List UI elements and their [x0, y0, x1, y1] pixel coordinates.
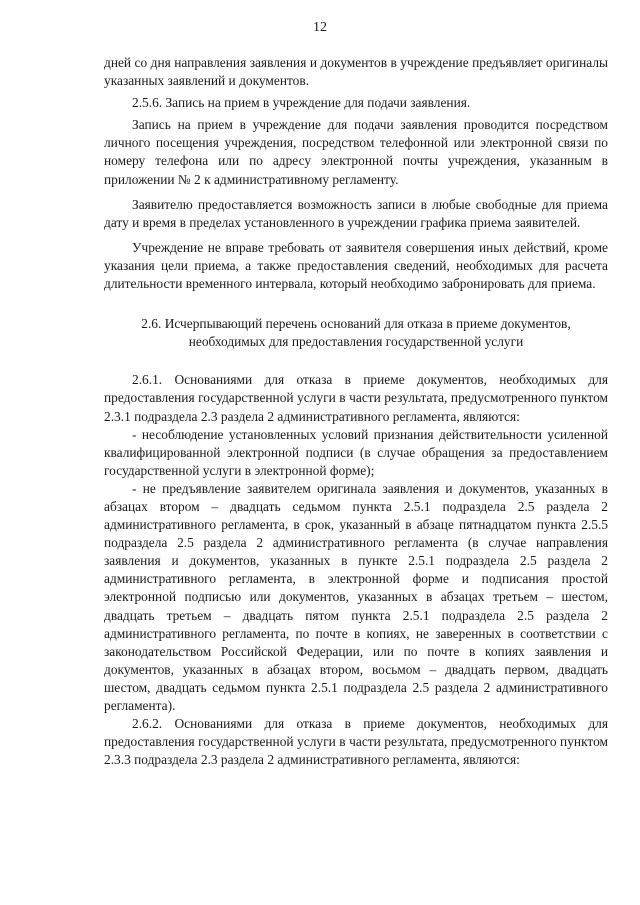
- paragraph-2-5-6-title: 2.5.6. Запись на прием в учреждение для подачи заявления.: [132, 95, 471, 111]
- paragraph-continuation: дней со дня направления заявления и документов в учреждение предъявляет оригиналы указанных заявлений и документов.: [104, 55, 608, 89]
- document-body: [104, 54, 608, 769]
- paragraph-appointment-methods: Запись на прием в учреждение для подачи заявления проводится посредством личного посещения учреждения, посредством телефонной или электронной связи по номеру телефона или по адресу электронной почты учреждения, указанным в приложении № 2 к административному регламенту.: [104, 117, 608, 187]
- section-heading-2-6: 2.6. Исчерпывающий перечень оснований для отказа в приеме документов, необходимых для предоставления государственной услуги: [141, 316, 571, 350]
- list-item-signature: - несоблюдение установленных условий признания действительности усиленной квалифицированной электронной подписи (в случае обращения за предоставлением государственной услуги в электронной форме);: [104, 426, 608, 478]
- paragraph-2-6-2: 2.6.2. Основаниями для отказа в приеме документов, необходимых для предоставления государственной услуги в части результата, предусмотренного пунктом 2.3.3 подраздела 2.3 раздела 2 административного регламента, являются:: [104, 716, 608, 768]
- list-item-originals: - не предъявление заявителем оригинала заявления и документов, указанных в абзацах втором – двадцать седьмом пункта 2.5.1 подраздела 2.5 раздела 2 административного регламента, в срок, указанный в абзаце пятнадцатом пункта 2.5.5 подраздела 2.5 раздела 2 административного регламента (в случае направления заявления и документов, указанных в пункте 2.5.1 подраздела 2.5 раздела 2 административного регламента, в электронной форме и подписания простой электронной подписью или документов, указанных в абзацах третьем – шестом, двадцать третьем – двадцать пятом пункта 2.5.1 подраздела 2.5 раздела 2 административного регламента, по почте в копиях, не заверенных в соответствии с законодательством Российской Федерации, или по почте в копиях заявления и документов, указанных в абзацах втором, восьмом – двадцать первом, двадцать шестом, двадцать седьмом пункта 2.5.1 подраздела 2.5 раздела 2 административного регламента).: [104, 480, 608, 713]
- page-number: 12: [313, 20, 327, 35]
- paragraph-appointment-time: Заявителю предоставляется возможность записи в любые свободные для приема дату и время в пределах установленного в учреждении графика приема заявителей.: [104, 196, 608, 230]
- paragraph-institution-restrictions: Учреждение не вправе требовать от заявителя совершения иных действий, кроме указания цели приема, а также предоставления сведений, необходимых для расчета длительности временного интервала, который необходимо забронировать для приема.: [104, 239, 608, 292]
- paragraph-2-6-1: 2.6.1. Основаниями для отказа в приеме документов, необходимых для предоставления государственной услуги в части результата, предусмотренного пунктом 2.3.1 подраздела 2.3 раздела 2 административного регламента, являются:: [104, 372, 608, 424]
